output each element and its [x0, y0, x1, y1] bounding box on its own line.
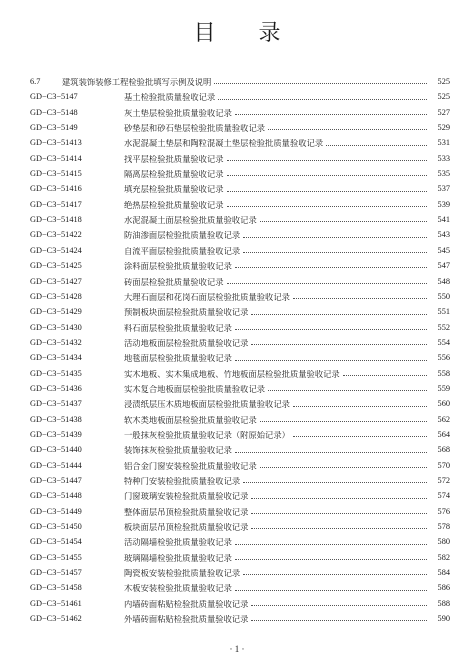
dot-leader: [251, 620, 427, 621]
toc-entry: [30, 117, 450, 132]
dot-leader: [293, 406, 427, 407]
toc-section-row: [30, 71, 450, 86]
dot-leader: [260, 221, 427, 222]
dot-leader: [243, 237, 427, 238]
table-of-contents: [30, 71, 450, 623]
entry-title: 砂垫层和砂石垫层检验批质量验收记录: [124, 124, 266, 133]
entry-code: GD−C3−5148: [30, 107, 78, 117]
dot-leader: [251, 344, 427, 345]
dot-leader: [326, 145, 427, 146]
entry-code: GD−C3−51425: [30, 261, 82, 271]
toc-entry: [30, 439, 450, 454]
entry-page-number: 552: [437, 322, 450, 332]
entry-page-number: 576: [437, 506, 450, 516]
entry-page-number: 543: [437, 230, 450, 240]
entry-page-number: 547: [437, 261, 450, 271]
entry-title: 板块面层吊顶检验批质量验收记录: [124, 523, 249, 532]
entry-code: GD−C3−51447: [30, 475, 82, 485]
entry-code: GD−C3−51450: [30, 522, 82, 532]
dot-leader: [235, 114, 427, 115]
entry-title: 活动地板面层检验批质量验收记录: [124, 338, 249, 348]
toc-entry: [30, 378, 450, 393]
entry-title: 水泥混凝土垫层和陶粒混凝土垫层检验批质量验收记录: [124, 139, 324, 148]
entry-page-number: 584: [437, 568, 450, 578]
toc-entries: [30, 86, 450, 623]
dot-leader: [235, 544, 427, 545]
toc-entry: [30, 332, 450, 347]
entry-title: 特种门安装检验批质量验收记录: [124, 476, 241, 486]
dot-leader: [227, 160, 427, 161]
dot-leader: [260, 467, 427, 468]
entry-code: GD−C3−51455: [30, 552, 82, 562]
entry-page-number: 545: [437, 245, 450, 255]
entry-code: GD−C3−51434: [30, 353, 82, 363]
toc-entry: [30, 255, 450, 270]
entry-code: GD−C3−5147: [30, 92, 78, 102]
page-footer: · 1 ·: [229, 644, 245, 654]
entry-code: GD−C3−51437: [30, 399, 82, 409]
entry-title: 绝热层检验批质量验收记录: [124, 200, 224, 210]
entry-page-number: 580: [437, 537, 450, 547]
entry-code: GD−C3−51438: [30, 414, 82, 424]
entry-code: GD−C3−51422: [30, 230, 82, 240]
dot-leader: [227, 191, 427, 192]
entry-title: 活动隔墙检验批质量验收记录: [124, 538, 232, 547]
entry-page-number: 535: [437, 169, 450, 179]
entry-page-number: 548: [437, 276, 450, 286]
toc-entry: [30, 270, 450, 285]
toc-entry: [30, 516, 450, 531]
toc-entry: [30, 455, 450, 470]
entry-page-number: 588: [437, 598, 450, 608]
dot-leader: [343, 375, 427, 376]
entry-page-number: 556: [437, 353, 450, 363]
dot-leader: [235, 360, 427, 361]
toc-entry: [30, 531, 450, 546]
dot-leader: [235, 590, 427, 591]
entry-code: GD−C3−51436: [30, 383, 82, 393]
entry-page-number: 525: [437, 92, 450, 102]
entry-code: GD−C3−51427: [30, 276, 82, 286]
toc-entry: [30, 409, 450, 424]
toc-entry: [30, 178, 450, 193]
toc-entry: [30, 317, 450, 332]
dot-leader: [243, 482, 427, 483]
dot-leader: [214, 83, 427, 84]
entry-page-number: 564: [437, 429, 450, 439]
toc-entry: [30, 470, 450, 485]
entry-title: 玻璃隔墙检验批质量验收记录: [124, 553, 232, 562]
entry-title: 陶瓷板安装检验批质量验收记录: [124, 569, 241, 578]
entry-code: GD−C3−51430: [30, 322, 82, 332]
entry-title: 木板安装检验批质量验收记录: [124, 584, 232, 593]
entry-page-number: 529: [437, 123, 450, 133]
entry-code: GD−C3−5149: [30, 123, 78, 133]
entry-page-number: 550: [437, 291, 450, 301]
entry-page-number: 590: [437, 614, 450, 624]
entry-title: 装饰抹灰检验批质量验收记录: [124, 446, 232, 455]
entry-code: GD−C3−51415: [30, 169, 82, 179]
toc-entry: [30, 224, 450, 239]
entry-title: 浸渍纸层压木质地板面层检验批质量验收记录: [124, 400, 290, 409]
entry-code: GD−C3−51414: [30, 153, 82, 163]
toc-entry: [30, 593, 450, 608]
toc-entry: [30, 86, 450, 101]
entry-title: 外墙砖面粘贴检验批质量验收记录: [124, 615, 249, 624]
entry-page-number: 531: [437, 138, 450, 148]
dot-leader: [235, 267, 427, 268]
entry-page-number: 574: [437, 491, 450, 501]
section-number: 6.7: [30, 77, 41, 87]
dot-leader: [251, 528, 427, 529]
dot-leader: [235, 452, 427, 453]
entry-page-number: 560: [437, 399, 450, 409]
dot-leader: [251, 498, 427, 499]
entry-title: 预制板块面层检验批质量验收记录: [124, 308, 249, 317]
toc-entry: [30, 363, 450, 378]
toc-entry: [30, 194, 450, 209]
entry-code: GD−C3−51418: [30, 215, 82, 225]
entry-page-number: 586: [437, 583, 450, 593]
toc-entry: [30, 393, 450, 408]
entry-title: 隔离层检验批质量验收记录: [124, 170, 224, 179]
toc-entry: [30, 577, 450, 592]
toc-entry: [30, 608, 450, 623]
entry-code: GD−C3−51462: [30, 614, 82, 624]
entry-code: GD−C3−51461: [30, 598, 82, 608]
entry-page-number: 568: [437, 445, 450, 455]
entry-page-number: 527: [437, 107, 450, 117]
entry-page-number: 541: [437, 215, 450, 225]
toc-entry: [30, 347, 450, 362]
entry-code: GD−C3−51417: [30, 199, 82, 209]
entry-title: 灰土垫层检验批质量验收记录: [124, 108, 232, 118]
toc-entry: [30, 209, 450, 224]
dot-leader: [227, 206, 427, 207]
dot-leader: [227, 283, 427, 284]
entry-code: GD−C3−51432: [30, 337, 82, 347]
entry-page-number: 539: [437, 199, 450, 209]
entry-code: GD−C3−51440: [30, 445, 82, 455]
entry-title: 填充层检验批质量验收记录: [124, 185, 224, 194]
section-title: 建筑装饰装修工程检验批填写示例及说明: [62, 78, 212, 87]
entry-code: GD−C3−51444: [30, 460, 82, 470]
entry-title: 整体面层吊顶检验批质量验收记录: [124, 507, 249, 516]
dot-leader: [251, 605, 427, 606]
entry-code: GD−C3−51416: [30, 184, 82, 194]
entry-code: GD−C3−51457: [30, 568, 82, 578]
dot-leader: [243, 252, 427, 253]
dot-leader: [243, 574, 427, 575]
entry-title: 涂料面层检验批质量验收记录: [124, 262, 232, 271]
entry-page-number: 537: [437, 184, 450, 194]
entry-title: 软木类地板面层检验批质量验收记录: [124, 415, 257, 424]
entry-title: 门窗玻璃安装检验批质量验收记录: [124, 492, 249, 501]
entry-code: GD−C3−51429: [30, 307, 82, 317]
dot-leader: [227, 175, 427, 176]
entry-code: GD−C3−51424: [30, 245, 82, 255]
toc-entry: [30, 562, 450, 577]
toc-entry: [30, 485, 450, 500]
dot-leader: [235, 559, 427, 560]
entry-page-number: 551: [437, 307, 450, 317]
toc-entry: [30, 547, 450, 562]
entry-title: 水泥混凝土面层检验批质量验收记录: [124, 216, 257, 225]
entry-page-number: 572: [437, 475, 450, 485]
entry-page-number: 558: [437, 368, 450, 378]
dot-leader: [293, 436, 427, 437]
entry-code: GD−C3−51448: [30, 491, 82, 501]
entry-code: GD−C3−51428: [30, 291, 82, 301]
toc-entry: [30, 148, 450, 163]
entry-page-number: 570: [437, 460, 450, 470]
entry-title: 基土检验批质量验收记录: [124, 93, 216, 102]
toc-entry: [30, 102, 450, 117]
entry-page-number: 533: [437, 153, 450, 163]
entry-page-number: 554: [437, 337, 450, 347]
page-title: 目 录: [193, 21, 299, 46]
entry-page-number: 562: [437, 414, 450, 424]
entry-title: 防油渗面层检验批质量验收记录: [124, 231, 241, 240]
entry-title: 实木复合地板面层检验批质量验收记录: [124, 384, 266, 394]
entry-title: 找平层检验批质量验收记录: [124, 154, 224, 164]
dot-leader: [251, 513, 427, 514]
entry-title: 砖面层检验批质量验收记录: [124, 277, 224, 286]
dot-leader: [251, 314, 427, 315]
toc-entry: [30, 240, 450, 255]
toc-entry: [30, 132, 450, 147]
entry-page-number: 559: [437, 383, 450, 393]
entry-code: GD−C3−51454: [30, 537, 82, 547]
entry-title: 铝合金门窗安装检验批质量验收记录: [124, 461, 257, 470]
entry-page-number: 582: [437, 552, 450, 562]
dot-leader: [293, 298, 427, 299]
dot-leader: [260, 421, 427, 422]
entry-code: GD−C3−51458: [30, 583, 82, 593]
toc-entry: [30, 424, 450, 439]
toc-entry: [30, 501, 450, 516]
section-page-number: 525: [437, 77, 450, 87]
toc-entry: [30, 163, 450, 178]
entry-code: GD−C3−51413: [30, 138, 82, 148]
entry-title: 地毯面层检验批质量验收记录: [124, 354, 232, 363]
entry-title: 大理石面层和花岗石面层检验批质量验收记录: [124, 292, 290, 302]
dot-leader: [218, 99, 427, 100]
toc-entry: [30, 301, 450, 316]
entry-title: 自流平面层检验批质量验收记录: [124, 246, 241, 256]
entry-title: 内墙砖面粘贴检验批质量验收记录: [124, 599, 249, 609]
entry-title: 料石面层检验批质量验收记录: [124, 323, 232, 332]
entry-code: GD−C3−51439: [30, 429, 82, 439]
toc-entry: [30, 286, 450, 301]
entry-page-number: 578: [437, 522, 450, 532]
entry-title: 一般抹灰检验批质量验收记录（附原始记录）: [124, 430, 290, 440]
entry-code: GD−C3−51435: [30, 368, 82, 378]
dot-leader: [268, 129, 427, 130]
dot-leader: [235, 329, 427, 330]
dot-leader: [268, 390, 427, 391]
entry-title: 实木地板、实木集成地板、竹地板面层检验批质量验收记录: [124, 369, 340, 378]
entry-code: GD−C3−51449: [30, 506, 82, 516]
